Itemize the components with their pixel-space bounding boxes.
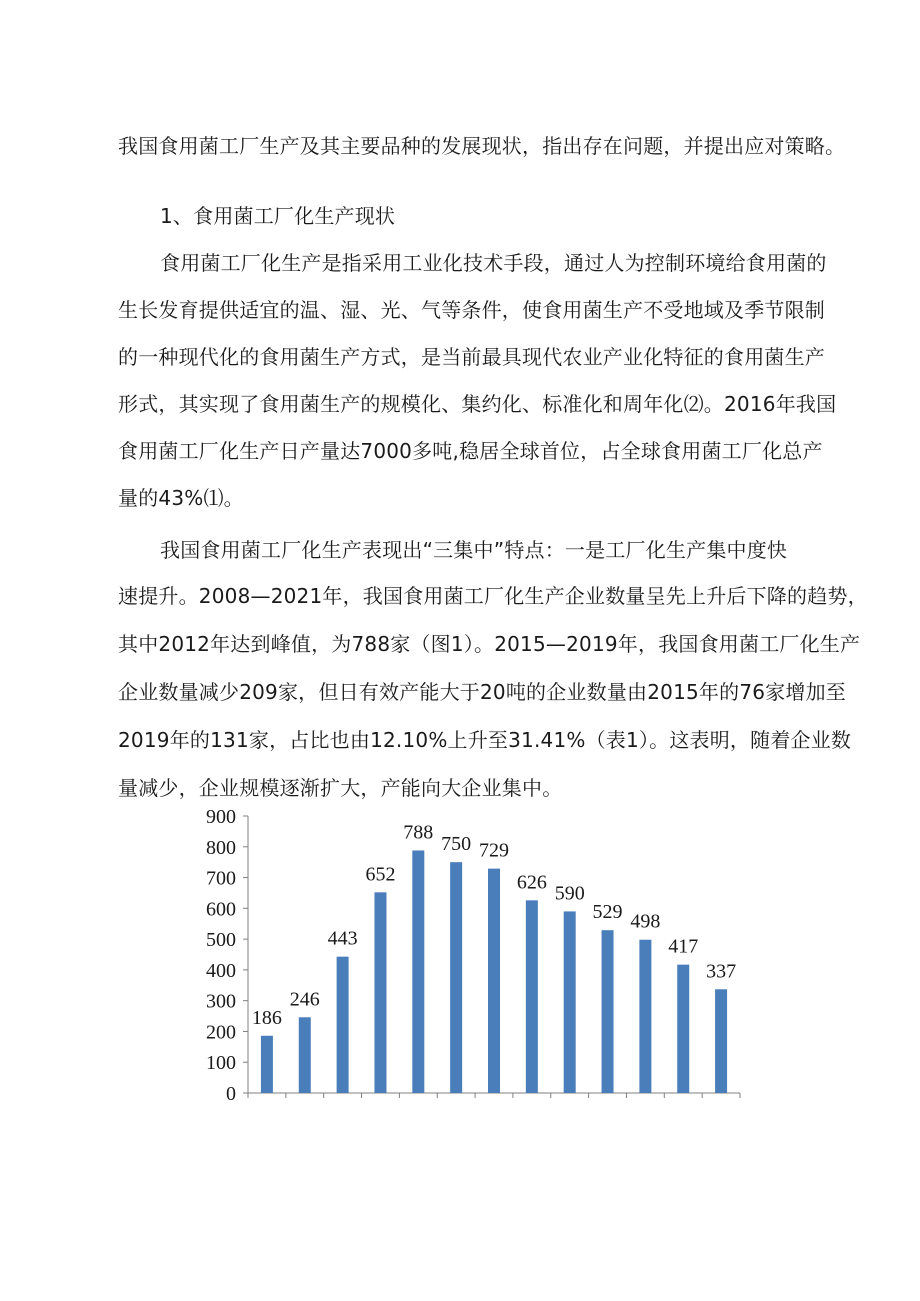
paragraph-line-12: 2019年的131家，占比也由12.10%上升至31.41%（表1）。这表明，随着企业数 xyxy=(118,728,852,752)
bar-value-label: 729 xyxy=(479,839,509,862)
y-tick-label: 600 xyxy=(206,898,236,921)
paragraph-line-3: 生长发育提供适宜的温、湿、光、气等条件，使食用菌生产不受地域及季节限制 xyxy=(118,298,825,322)
bar-value-label: 186 xyxy=(251,1006,282,1029)
y-tick-label: 200 xyxy=(206,1021,236,1044)
y-tick-label: 800 xyxy=(206,836,236,859)
bar-value-label: 443 xyxy=(327,927,358,950)
bar xyxy=(677,965,689,1093)
paragraph-line-10: 其中2012年达到峰值，为788家（图1）。2015—2019年，我国食用菌工厂化生产 xyxy=(118,632,861,656)
bar xyxy=(450,862,462,1093)
bar xyxy=(337,957,349,1093)
paragraph-line-4: 的一种现代化的食用菌生产方式，是当前最具现代农业产业化特征的食用菌生产 xyxy=(118,345,825,369)
y-tick-label: 0 xyxy=(226,1083,236,1105)
bar xyxy=(374,892,386,1093)
bar-value-label: 750 xyxy=(441,833,472,856)
bar-value-label: 529 xyxy=(592,901,623,924)
bar xyxy=(639,940,651,1093)
bar xyxy=(715,989,727,1093)
paragraph-line-6: 食用菌工厂化生产日产量达7000多吨,稳居全球首位，占全球食用菌工厂化总产 xyxy=(118,439,823,463)
y-tick-label: 700 xyxy=(206,867,236,890)
bar xyxy=(526,900,538,1093)
bar xyxy=(488,869,500,1093)
bar xyxy=(261,1036,273,1093)
paragraph-line-11: 企业数量减少209家，但日有效产能大于20吨的企业数量由2015年的76家增加至 xyxy=(118,680,846,704)
paragraph-line-9: 速提升。2008—2021年，我国食用菌工厂化生产企业数量呈先上升后下降的趋势， xyxy=(118,584,868,608)
y-tick-label: 100 xyxy=(206,1052,236,1075)
paragraph-line-8: 我国食用菌工厂化生产表现出“三集中”特点：一是工厂化生产集中度快 xyxy=(160,538,788,562)
y-tick-label: 500 xyxy=(206,929,236,952)
paragraph-line-13: 量减少，企业规模逐渐扩大，产能向大企业集中。 xyxy=(118,776,563,800)
bar-value-label: 498 xyxy=(630,910,661,933)
bar-value-label: 246 xyxy=(289,988,320,1011)
bar-value-label: 626 xyxy=(516,871,547,894)
y-tick-label: 300 xyxy=(206,990,236,1013)
bar xyxy=(602,930,614,1093)
y-tick-label: 400 xyxy=(206,959,236,982)
bar-value-label: 590 xyxy=(554,882,585,905)
bar-value-label: 417 xyxy=(668,935,699,958)
section-heading: 1、食用菌工厂化生产现状 xyxy=(160,204,396,228)
paragraph-line-2: 食用菌工厂化生产是指采用工业化技术手段，通过人为控制环境给食用菌的 xyxy=(160,251,827,275)
bar-value-label: 337 xyxy=(706,960,737,983)
paragraph-line-1: 我国食用菌工厂生产及其主要品种的发展现状，指出存在问题，并提出应对策略。 xyxy=(118,134,846,158)
y-tick-label: 900 xyxy=(206,806,236,828)
bar xyxy=(564,911,576,1093)
bar-value-label: 652 xyxy=(365,863,396,886)
bar xyxy=(299,1017,311,1093)
bar-value-label: 788 xyxy=(403,821,434,844)
paragraph-line-5: 形式，其实现了食用菌生产的规模化、集约化、标准化和周年化⑵。2016年我国 xyxy=(118,392,837,416)
paragraph-line-7: 量的43%⑴。 xyxy=(118,486,244,510)
bar xyxy=(412,850,424,1093)
